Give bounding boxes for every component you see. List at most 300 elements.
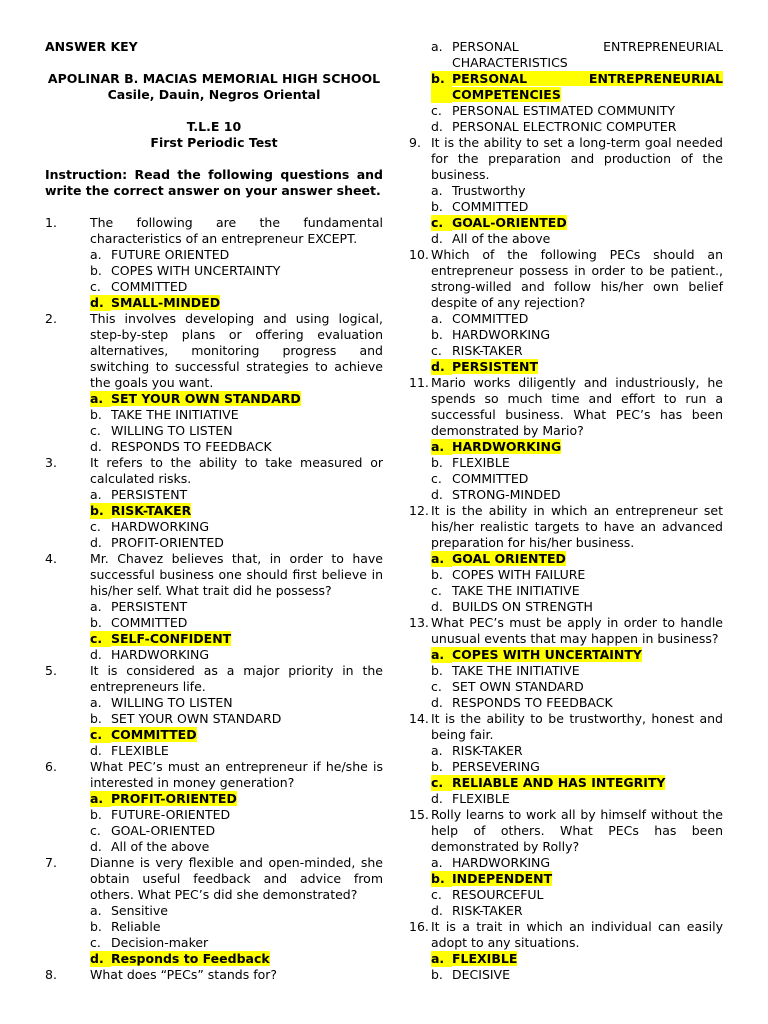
answer-option: [409, 743, 723, 759]
answer-option: [409, 231, 723, 247]
option-letter: a.: [90, 391, 111, 407]
option-letter: d.: [90, 647, 102, 662]
option-label: PERSEVERING: [452, 759, 540, 774]
answer-option: [409, 679, 723, 695]
option-letter: a.: [431, 855, 443, 870]
option-label: FUTURE ORIENTED: [111, 247, 230, 262]
question-text: What PEC’s must be apply in order to handle unusual events that may happen in business?: [431, 615, 723, 646]
question-item: [409, 615, 723, 711]
option-text: [111, 919, 383, 935]
answer-option: [409, 567, 723, 583]
question-stem: [45, 551, 383, 599]
option-letter: b.: [431, 199, 443, 214]
question-text: What PEC’s must an entrepreneur if he/she is interested in money generation?: [90, 759, 383, 790]
question-item: [45, 215, 383, 311]
answer-option: [45, 807, 383, 823]
question-stem: [45, 967, 383, 983]
option-letter: c.: [431, 103, 442, 118]
option-text: [452, 871, 723, 887]
correct-answer-option: [45, 503, 383, 519]
option-letter: c.: [90, 935, 101, 950]
option-text: [452, 215, 723, 231]
option-letter: b.: [431, 327, 443, 342]
option-label: TAKE THE INITIATIVE: [111, 407, 239, 422]
option-text: [111, 935, 383, 951]
option-text: [452, 487, 723, 503]
option-letter: a.: [90, 903, 102, 918]
option-letter: a.: [90, 247, 102, 262]
question-number: 11.: [409, 375, 429, 390]
question-stem: [409, 247, 723, 311]
option-text: [452, 791, 723, 807]
option-label: HARDWORKING: [452, 327, 551, 342]
option-label: FLEXIBLE: [452, 455, 510, 470]
correct-answer-option: [409, 551, 723, 567]
option-text: [111, 743, 383, 759]
option-label: COMMITTED: [452, 199, 529, 214]
question-item: [409, 135, 723, 247]
option-letter: a.: [431, 647, 452, 663]
option-letter: c.: [90, 423, 101, 438]
option-label: Sensitive: [111, 903, 168, 918]
question-item: [409, 39, 723, 135]
option-letter: d.: [431, 119, 443, 134]
option-label: INDEPENDENT: [452, 871, 553, 886]
option-label: HARDWORKING: [111, 647, 210, 662]
question-number: 12.: [409, 503, 429, 518]
answer-option: [45, 711, 383, 727]
option-letter: c.: [431, 679, 442, 694]
option-label: Responds to Feedback: [111, 951, 270, 966]
answer-option: [409, 583, 723, 599]
option-label: Decision-maker: [111, 935, 209, 950]
option-letter: c.: [431, 343, 442, 358]
option-label: HARDWORKING: [452, 439, 562, 454]
option-label: PERSONAL ELECTRONIC COMPUTER: [452, 119, 677, 134]
option-text: [452, 887, 723, 903]
question-number: 1.: [45, 215, 57, 230]
answer-option: [409, 663, 723, 679]
option-text: [452, 39, 723, 71]
option-letter: b.: [431, 71, 452, 103]
option-text: [111, 391, 383, 407]
question-item: [45, 455, 383, 551]
option-letter: b.: [90, 711, 102, 726]
answer-option: [409, 887, 723, 903]
option-label: FLEXIBLE: [452, 951, 518, 966]
option-letter: b.: [431, 759, 443, 774]
answer-option: [409, 183, 723, 199]
option-text: [452, 327, 723, 343]
option-text: [452, 231, 723, 247]
option-text: [111, 519, 383, 535]
test-name: First Periodic Test: [150, 135, 278, 150]
option-letter: b.: [431, 455, 443, 470]
question-stem: [409, 503, 723, 551]
left-question-list: [45, 215, 383, 983]
correct-answer-option: [409, 439, 723, 455]
option-label: COMMITTED: [452, 311, 529, 326]
option-label: COMMITTED: [111, 727, 197, 742]
answer-option: [45, 647, 383, 663]
option-letter: c.: [431, 887, 442, 902]
option-label: PERSISTENT: [452, 359, 539, 374]
question-number: 15.: [409, 807, 429, 822]
question-item: [409, 807, 723, 919]
option-label: GOAL ORIENTED: [452, 551, 566, 566]
correct-answer-option: [45, 727, 383, 743]
option-letter: c.: [431, 775, 452, 791]
question-text: It is the ability to set a long-term goal needed for the preparation and production of the business.: [431, 135, 723, 182]
answer-option: [45, 519, 383, 535]
option-text: [452, 583, 723, 599]
answer-option: [45, 487, 383, 503]
option-letter: d.: [90, 439, 102, 454]
option-label: TAKE THE INITIATIVE: [452, 583, 580, 598]
answer-option: [409, 967, 723, 983]
answer-option: [45, 839, 383, 855]
option-letter: a.: [90, 599, 102, 614]
option-letter: b.: [90, 919, 102, 934]
option-letter: b.: [431, 567, 443, 582]
option-text: [111, 631, 383, 647]
question-item: [45, 855, 383, 967]
option-letter: b.: [90, 807, 102, 822]
option-letter: d.: [90, 535, 102, 550]
option-letter: d.: [90, 839, 102, 854]
option-label: SET YOUR OWN STANDARD: [111, 711, 282, 726]
option-letter: a.: [431, 551, 452, 567]
option-letter: d.: [431, 599, 443, 614]
answer-option: [409, 103, 723, 119]
option-letter: b.: [431, 663, 443, 678]
answer-option: [45, 535, 383, 551]
answer-option: [45, 615, 383, 631]
question-stem: [45, 215, 383, 247]
option-text: [111, 279, 383, 295]
option-letter: b.: [90, 263, 102, 278]
question-number: 16.: [409, 919, 429, 934]
option-text: [452, 551, 723, 567]
option-letter: d.: [90, 951, 111, 967]
option-letter: a.: [431, 39, 443, 54]
right-question-list: [409, 39, 723, 983]
correct-answer-option: [409, 775, 723, 791]
option-letter: d.: [431, 695, 443, 710]
option-letter: a.: [90, 695, 102, 710]
option-label: FLEXIBLE: [111, 743, 169, 758]
option-label: RISK-TAKER: [452, 343, 523, 358]
option-text: [452, 967, 723, 983]
option-text: [452, 759, 723, 775]
question-stem: [409, 615, 723, 647]
option-text: [111, 647, 383, 663]
option-letter: c.: [431, 215, 452, 231]
option-text: [452, 903, 723, 919]
question-item: [409, 711, 723, 807]
option-text: [111, 711, 383, 727]
question-text: Dianne is very flexible and open-minded, she obtain useful feedback and advice from others. What PEC’s did she demonstrated?: [90, 855, 383, 902]
option-text: [111, 807, 383, 823]
question-text: It is the ability in which an entrepreneur set his/her realistic targets to have an advanced preparation for his/her business.: [431, 503, 723, 550]
option-text: [111, 535, 383, 551]
answer-option: [409, 311, 723, 327]
option-text: [111, 503, 383, 519]
option-letter: a.: [431, 439, 452, 455]
option-label: PERSISTENT: [111, 599, 188, 614]
option-letter: d.: [431, 231, 443, 246]
option-text: [452, 71, 723, 103]
question-stem: [45, 663, 383, 695]
option-text: [452, 311, 723, 327]
option-text: [111, 727, 383, 743]
option-label: PERSONAL ENTREPRENEURIAL COMPETENCIES: [452, 71, 723, 102]
option-text: [111, 951, 383, 967]
option-text: [452, 775, 723, 791]
question-stem: [45, 311, 383, 391]
option-label: GOAL-ORIENTED: [111, 823, 216, 838]
correct-answer-option: [409, 359, 723, 375]
question-number: 7.: [45, 855, 57, 870]
option-letter: c.: [90, 631, 111, 647]
option-label: COMMITTED: [111, 279, 188, 294]
option-label: WILLING TO LISTEN: [111, 695, 233, 710]
answer-option: [45, 263, 383, 279]
question-stem: [409, 711, 723, 743]
option-text: [111, 823, 383, 839]
option-letter: a.: [431, 743, 443, 758]
correct-answer-option: [409, 951, 723, 967]
question-text: It is considered as a major priority in the entrepreneurs life.: [90, 663, 383, 694]
question-text: It refers to the ability to take measured or calculated risks.: [90, 455, 383, 486]
answer-option: [45, 423, 383, 439]
option-text: [452, 951, 723, 967]
question-text: It is a trait in which an individual can easily adopt to any situations.: [431, 919, 723, 950]
answer-option: [409, 855, 723, 871]
option-label: SET YOUR OWN STANDARD: [111, 391, 301, 406]
option-letter: a.: [90, 791, 111, 807]
option-text: [111, 615, 383, 631]
question-number: 5.: [45, 663, 57, 678]
answer-option: [409, 119, 723, 135]
option-text: [452, 663, 723, 679]
option-label: TAKE THE INITIATIVE: [452, 663, 580, 678]
answer-option: [409, 759, 723, 775]
option-label: PROFIT-ORIENTED: [111, 791, 237, 806]
school-address: Casile, Dauin, Negros Oriental: [107, 87, 321, 102]
question-item: [45, 551, 383, 663]
answer-option: [409, 39, 723, 71]
option-text: [452, 471, 723, 487]
option-text: [452, 359, 723, 375]
option-text: [452, 695, 723, 711]
correct-answer-option: [409, 215, 723, 231]
option-label: COPES WITH UNCERTAINTY: [111, 263, 281, 278]
option-label: SELF-CONFIDENT: [111, 631, 232, 646]
answer-option: [409, 599, 723, 615]
option-letter: d.: [431, 487, 443, 502]
option-text: [111, 599, 383, 615]
option-letter: a.: [431, 951, 452, 967]
answer-option: [45, 247, 383, 263]
option-label: PERSONAL ENTREPRENEURIAL CHARACTERISTICS: [452, 39, 723, 70]
option-text: [111, 903, 383, 919]
subject-title: T.L.E 10: [186, 119, 242, 134]
option-label: STRONG-MINDED: [452, 487, 561, 502]
option-label: HARDWORKING: [452, 855, 551, 870]
question-stem: [45, 759, 383, 791]
option-letter: c.: [431, 583, 442, 598]
answer-option: [45, 695, 383, 711]
answer-option: [409, 455, 723, 471]
instruction-text: Instruction: Read the following questions and write the correct answer on your answer sheet.: [45, 167, 383, 198]
answer-option: [409, 695, 723, 711]
question-stem: [409, 919, 723, 951]
correct-answer-option: [409, 647, 723, 663]
question-stem: [409, 375, 723, 439]
answer-option: [409, 903, 723, 919]
question-text: This involves developing and using logical, step-by-step plans or offering evaluation alternatives, monitoring progress and switching to successful strategies to achieve the goals you want.: [90, 311, 383, 390]
question-number: 2.: [45, 311, 57, 326]
question-text: Mario works diligently and industriously, he spends so much time and effort to run a successful business. What PEC’s has been demonstrated by Mario?: [431, 375, 723, 438]
answer-option: [409, 487, 723, 503]
option-label: COPES WITH UNCERTAINTY: [452, 647, 642, 662]
option-label: Trustworthy: [452, 183, 526, 198]
option-letter: b.: [431, 967, 443, 982]
option-text: [111, 295, 383, 311]
option-label: PROFIT-ORIENTED: [111, 535, 224, 550]
option-label: WILLING TO LISTEN: [111, 423, 233, 438]
correct-answer-option: [45, 631, 383, 647]
option-label: PERSONAL ESTIMATED COMMUNITY: [452, 103, 675, 118]
question-item: [409, 503, 723, 615]
question-text: Rolly learns to work all by himself without the help of others. What PECs has been demonstrated by Rolly?: [431, 807, 723, 854]
question-number: 6.: [45, 759, 57, 774]
question-stem: [45, 455, 383, 487]
answer-option: [409, 471, 723, 487]
question-item: [45, 759, 383, 855]
question-text: Which of the following PECs should an entrepreneur possess in order to be patient., strong-willed and follow his/her own belief despite of any rejection?: [431, 247, 723, 310]
option-text: [452, 199, 723, 215]
answer-option: [45, 935, 383, 951]
question-text: What does “PECs” stands for?: [90, 967, 278, 982]
question-number: 4.: [45, 551, 57, 566]
option-letter: c.: [90, 823, 101, 838]
option-text: [111, 695, 383, 711]
answer-option: [409, 199, 723, 215]
option-letter: c.: [431, 471, 442, 486]
answer-key-label: ANSWER KEY: [45, 39, 138, 54]
question-number: 9.: [409, 135, 421, 150]
question-number: 10.: [409, 247, 429, 262]
question-item: [409, 247, 723, 375]
question-item: [409, 375, 723, 503]
option-label: COMMITTED: [111, 615, 188, 630]
question-item: [45, 663, 383, 759]
answer-option: [45, 903, 383, 919]
option-label: All of the above: [452, 231, 551, 246]
answer-option: [409, 343, 723, 359]
answer-option: [45, 823, 383, 839]
option-text: [452, 343, 723, 359]
option-letter: d.: [90, 743, 102, 758]
school-name: APOLINAR B. MACIAS MEMORIAL HIGH SCHOOL: [47, 71, 381, 86]
question-text: Mr. Chavez believes that, in order to have successful business one should first believe in his/her self. What trait did he possess?: [90, 551, 383, 598]
option-text: [111, 263, 383, 279]
left-column: [45, 39, 383, 983]
option-label: FLEXIBLE: [452, 791, 510, 806]
option-label: DECISIVE: [452, 967, 511, 982]
option-text: [111, 247, 383, 263]
question-number: 14.: [409, 711, 429, 726]
option-label: RISK-TAKER: [452, 743, 523, 758]
option-label: RESPONDS TO FEEDBACK: [111, 439, 272, 454]
answer-option: [409, 327, 723, 343]
answer-option: [45, 279, 383, 295]
option-text: [111, 487, 383, 503]
correct-answer-option: [45, 791, 383, 807]
question-number: 13.: [409, 615, 429, 630]
correct-answer-option: [45, 391, 383, 407]
right-column: [409, 39, 723, 983]
option-text: [452, 647, 723, 663]
option-letter: b.: [90, 407, 102, 422]
option-label: PERSISTENT: [111, 487, 188, 502]
question-stem: [45, 855, 383, 903]
option-label: FUTURE-ORIENTED: [111, 807, 231, 822]
option-label: COPES WITH FAILURE: [452, 567, 586, 582]
option-letter: c.: [90, 727, 111, 743]
option-text: [452, 103, 723, 119]
option-letter: d.: [431, 903, 443, 918]
option-letter: a.: [431, 183, 443, 198]
option-text: [452, 855, 723, 871]
question-text: The following are the fundamental characteristics of an entrepreneur EXCEPT.: [90, 215, 383, 246]
option-text: [452, 183, 723, 199]
option-letter: c.: [90, 279, 101, 294]
option-letter: b.: [431, 871, 452, 887]
answer-option: [45, 599, 383, 615]
option-letter: a.: [90, 487, 102, 502]
option-label: RESPONDS TO FEEDBACK: [452, 695, 613, 710]
option-text: [452, 567, 723, 583]
answer-option: [45, 439, 383, 455]
option-label: GOAL-ORIENTED: [452, 215, 567, 230]
option-text: [452, 599, 723, 615]
option-text: [111, 839, 383, 855]
question-text: It is the ability to be trustworthy, honest and being fair.: [431, 711, 723, 742]
option-text: [111, 423, 383, 439]
option-text: [452, 743, 723, 759]
question-item: [45, 967, 383, 983]
option-label: HARDWORKING: [111, 519, 210, 534]
option-text: [111, 791, 383, 807]
option-letter: d.: [431, 359, 452, 375]
option-letter: c.: [90, 519, 101, 534]
answer-option: [45, 919, 383, 935]
answer-option: [45, 743, 383, 759]
option-label: All of the above: [111, 839, 210, 854]
question-stem: [409, 807, 723, 855]
option-letter: b.: [90, 615, 102, 630]
option-label: RISK-TAKER: [452, 903, 523, 918]
option-label: RELIABLE AND HAS INTEGRITY: [452, 775, 666, 790]
option-letter: d.: [90, 295, 111, 311]
option-label: BUILDS ON STRENGTH: [452, 599, 593, 614]
option-text: [111, 407, 383, 423]
correct-answer-option: [409, 71, 723, 103]
correct-answer-option: [409, 871, 723, 887]
